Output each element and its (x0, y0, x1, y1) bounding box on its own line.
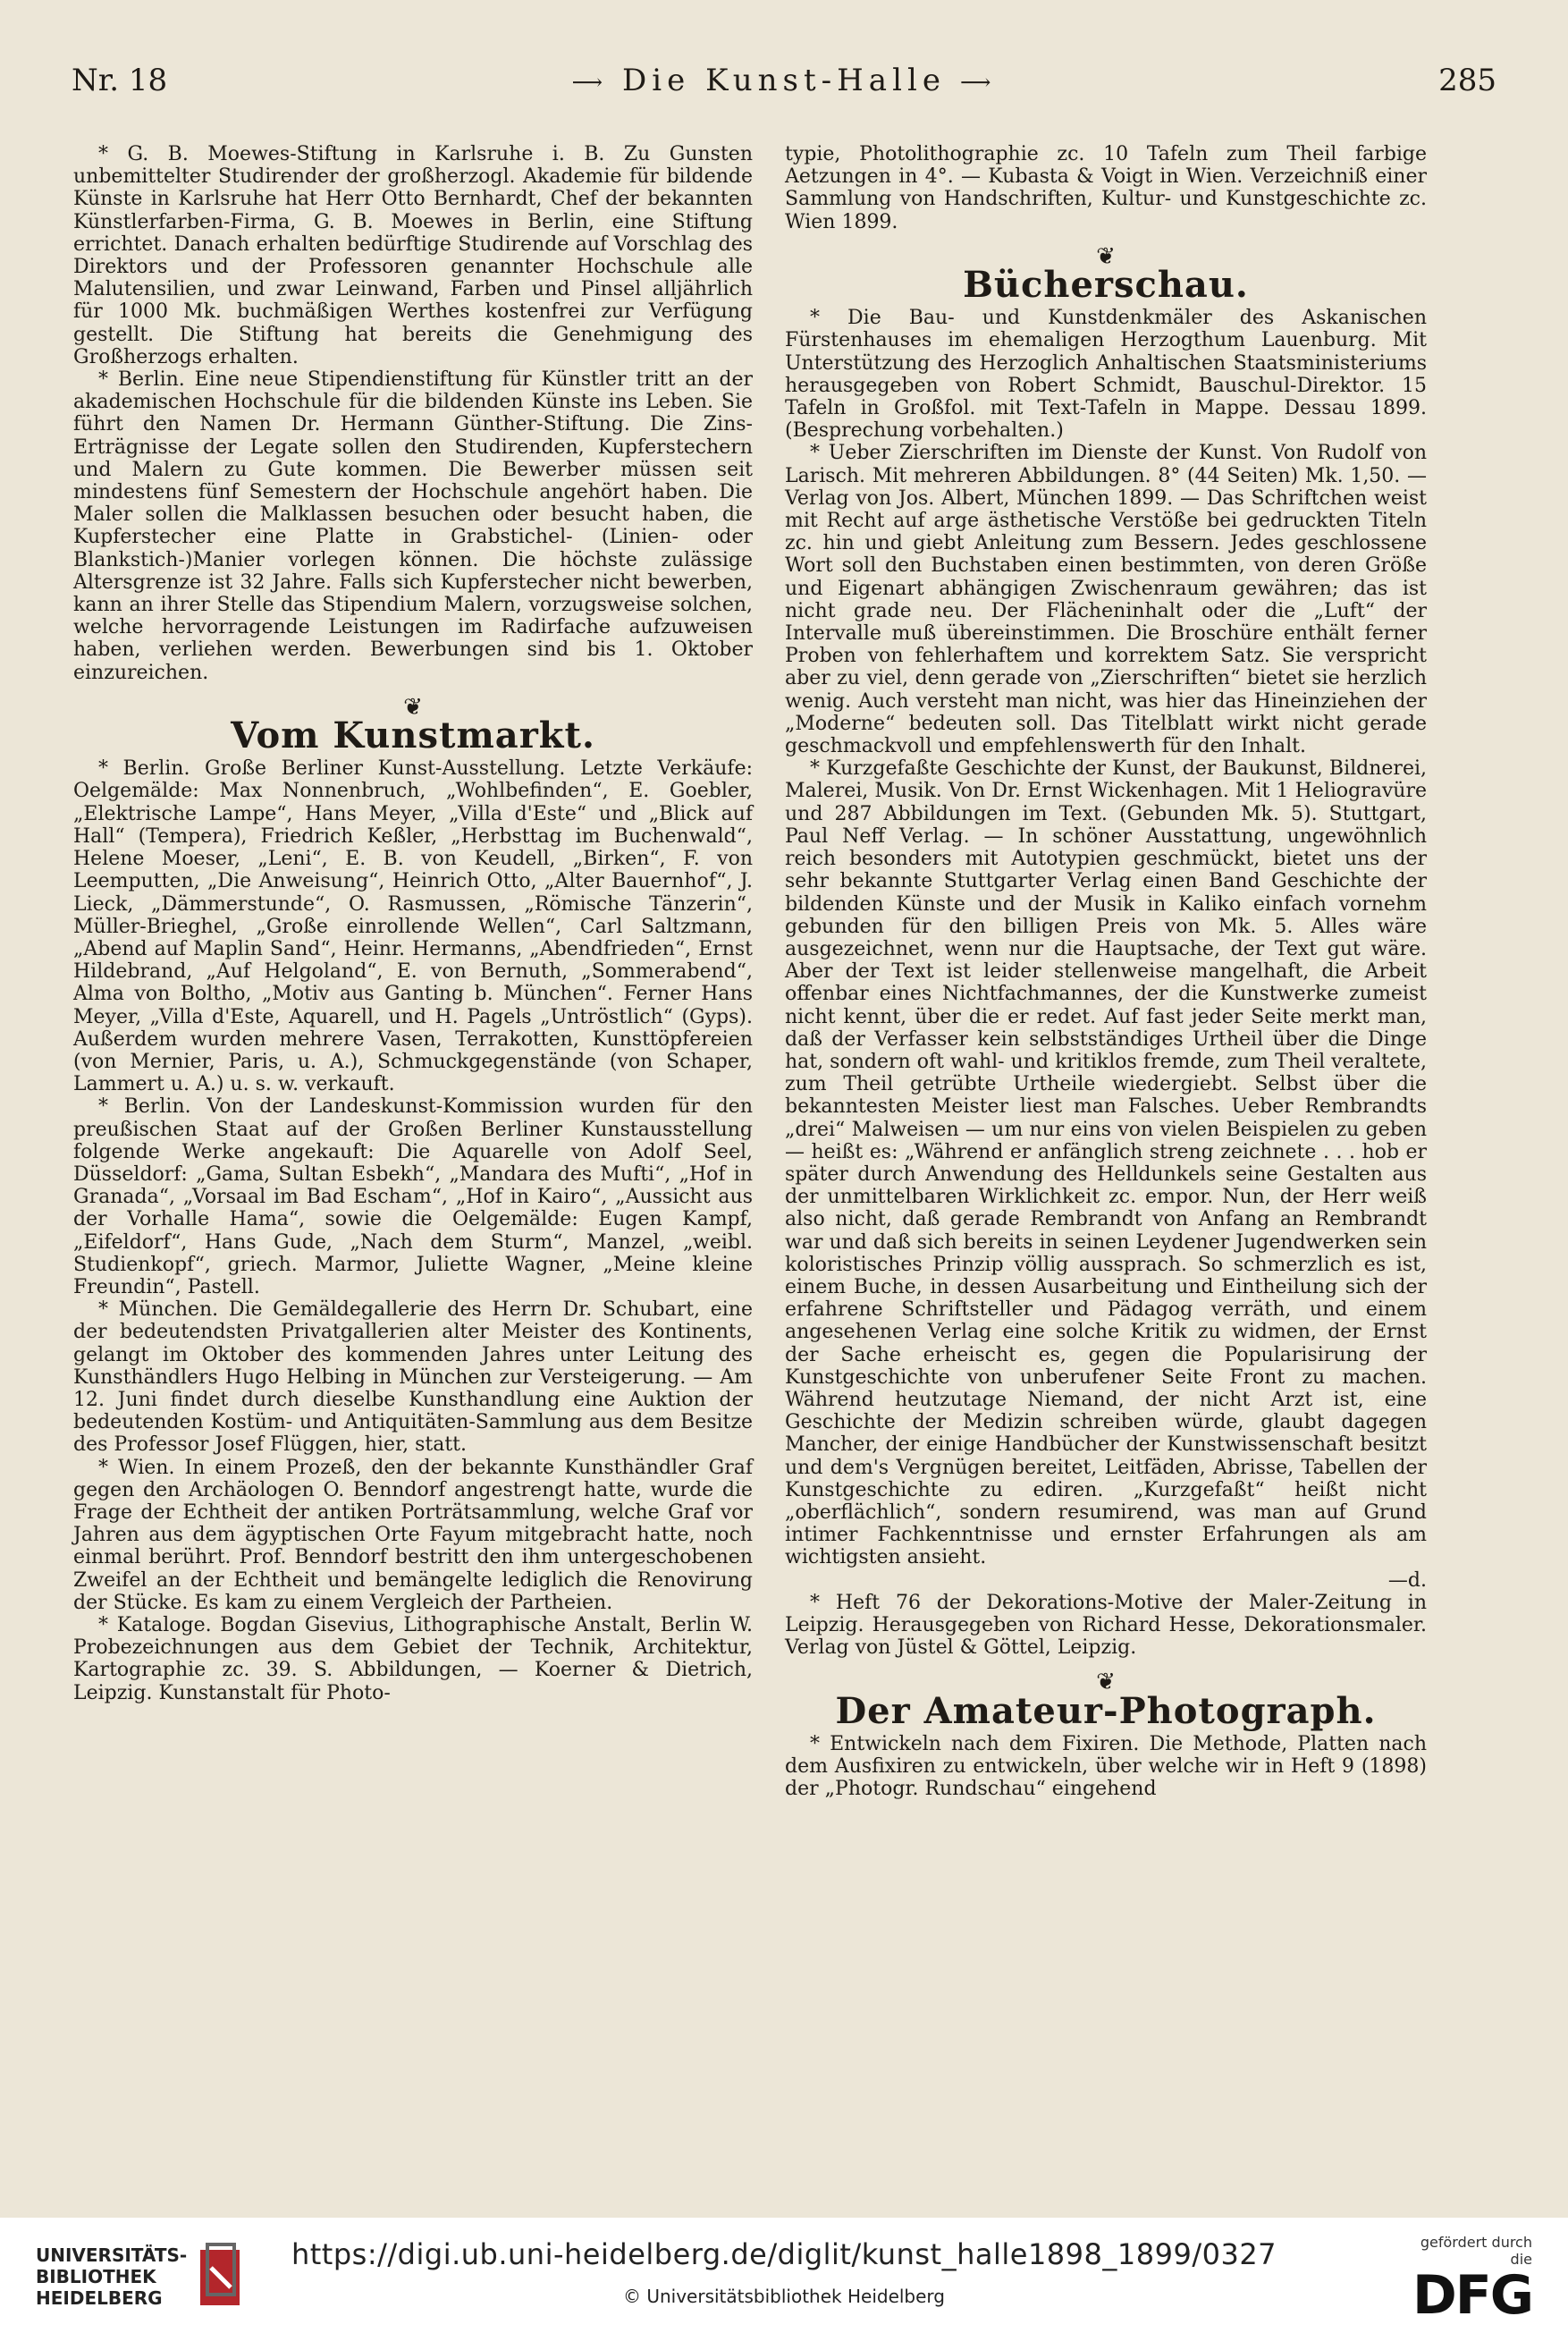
article-entwickeln: * Entwickeln nach dem Fixiren. Die Methode, Platten nach dem Ausfixiren zu entwickeln, über welche wir in Heft 9 (1898) der „Photogr. Rundschau“ eingehend (785, 1732, 1427, 1801)
review-zierschriften: * Ueber Zierschriften im Dienste der Kunst. Von Rudolf von Larisch. Mit mehreren Abbildungen. 8° (44 Seiten) Mk. 1,50. — Verlag von Jos. Albert, München 1899. — Das Schriftchen weist mit Recht auf arge ästhetische Verstöße bei gedruckten Titeln zc. hin und giebt Anleitung zum Bessern. Jedes geschlossene Wort soll den Buchstaben einen bestimmten, von deren Größe und Eigenart abhängigen Zwischenraum gewähren; das ist nicht grade neu. Der Flächeninhalt oder die „Luft“ der Intervalle muß übereinstimmen. Die Broschüre enthält ferner Proben von fehlerhaftem und korrektem Satz. Sie verspricht aber zu viel, denn gerade von „Zierschriften“ bietet sie herzlich wenig. Auch versteht man nicht, was hier das Hineinziehen der „Moderne“ bedeuten soll. Das Titelblatt wirkt nicht gerade geschmackvoll und empfehlenswerth für den Inhalt. (785, 442, 1427, 758)
article-wien-prozess: * Wien. In einem Prozeß, den der bekannte Kunsthändler Graf gegen den Archäologen O. Benndorf angestrengt hatte, wurde die Frage der Echtheit der antiken Porträtsammlung, welche Graf vor Jahren aus dem ägyptischen Orte Fayum mitgebracht hatte, noch einmal berührt. Prof. Benndorf bestritt den ihm untergeschobenen Zweifel an der Echtheit und bemängelte lediglich die Renovirung der Stücke. Es kam zu einem Vergleich der Partheien. (73, 1456, 753, 1614)
article-kunstausstellung-verkaeufe: * Berlin. Große Berliner Kunst-Ausstellung. Letzte Verkäufe: Oelgemälde: Max Nonnenbruch, „Wohlbefinden“, E. Goebler, „Elektrische Lampe“, Hans Meyer, „Villa d'Este“ und „Blick auf Hall“ (Tempera), Friedrich Keßler, „Herbsttag im Buchenwald“, Helene Moeser, „Leni“, E. B. von Keudell, „Birken“, F. von Leemputten, „Die Anweisung“, Heinrich Otto, „Alter Bauernhof“, J. Lieck, „Dämmerstunde“, O. Rasmussen, „Römische Tänzerin“, Müller-Brieghel, „Große einrollende Wellen“, Carl Saltzmann, „Abend auf Maplin Sand“, Heinr. Hermanns, „Abendfrieden“, Ernst Hildebrand, „Auf Helgoland“, E. von Bernuth, „Sommerabend“, Alma von Boltho, „Motiv aus Ganting b. München“. Ferner Hans Meyer, „Villa d'Este, Aquarell, und H. Pagels „Untröstlich“ (Gyps). Außerdem wurden mehrere Vasen, Terrakotten, Kunsttöpfereien (von Mernier, Paris, u. A.), Schmuckgegenstände (von Schaper, Lammert u. A.) u. s. w. verkauft. (73, 757, 753, 1096)
digitization-footer (0, 2218, 1568, 2333)
logo-text-line3: HEIDELBERG (36, 2287, 163, 2309)
issue-number: Nr. 18 (72, 63, 168, 98)
running-header (72, 63, 1496, 113)
article-kataloge: * Kataloge. Bogdan Gisevius, Lithographische Anstalt, Berlin W. Probezeichnungen aus dem Gebiet der Technik, Architektur, Kartographie zc. 39. S. Abbildungen, — Koerner & Dietrich, Leipzig. Kunstanstalt für Photo- (73, 1614, 753, 1704)
journal-title: ⟶ Die Kunst-Halle ⟶ (72, 63, 1496, 98)
ornament-icon: ❦ (403, 693, 423, 721)
section-heading-buecherschau: Bücherschau. (963, 264, 1249, 307)
page-number: 285 (1438, 63, 1496, 98)
article-muenchen-gemaeldegallerie: * München. Die Gemäldegallerie des Herrn Dr. Schubart, eine der bedeutendsten Privatgallerien alter Meister des Kontinents, gelangt im Oktober des kommenden Jahres unter Leitung des Kunsthändlers Hugo Helbing in München zur Versteigerung. — Am 12. Juni findet durch dieselbe Kunsthandlung eine Auktion der bedeutenden Kostüm- und Antiquitäten-Sammlung aus dem Besitze des Professor Josef Flüggen, hier, statt. (73, 1298, 753, 1457)
right-column (785, 143, 1427, 1800)
review-kunstdenkmaeler: * Die Bau- und Kunstdenkmäler des Askanischen Fürstenhauses im ehemaligen Herzogthum Lauenburg. Mit Unterstützung des Herzoglich Anhaltischen Staatsministeriums herausgegeben von Robert Schmidt, Bauschul-Direktor. 15 Tafeln in Großfol. mit Text-Tafeln in Mappe. Dessau 1899. (Besprechung vorbehalten.) (785, 307, 1427, 443)
logo-text-line2: BIBLIOTHEK (36, 2266, 156, 2287)
section-heading-kunstmarkt: Vom Kunstmarkt. (231, 714, 595, 757)
article-moewes-stiftung: * G. B. Moewes-Stiftung in Karlsruhe i. B. Zu Gunsten unbemittelter Studirender der großherzogl. Akademie für bildende Künste in Karlsruhe hat Herr Otto Bernhardt, Chef der bekannten Künstlerfarben-Firma, G. B. Moewes in Berlin, eine Stiftung errichtet. Danach erhalten bedürftige Studirende auf Vorschlag des Direktors und der Professoren genannter Hochschule alle Malutensilien, und zwar Leinwand, Farben und Pinsel alljährlich für 1000 Mk. buchmäßigen Werthes kostenfrei zur Verfügung gestellt. Die Stiftung hat bereits die Genehmigung des Großherzogs erhalten. (73, 143, 753, 368)
left-column (73, 143, 753, 1704)
article-landeskunst-kommission: * Berlin. Von der Landeskunst-Kommission wurden für den preußischen Staat auf der Großen Berliner Kunstausstellung folgende Werke angekauft: Die Aquarelle von Adolf Seel, Düsseldorf: „Gama, Sultan Esbekh“, „Mandara des Mufti“, „Hof in Granada“, „Vorsaal im Bad Escham“, „Hof in Kairo“, „Aussicht aus der Vorhalle Hama“, sowie die Oelgemälde: Eugen Kampf, „Eifeldorf“, Hans Gude, „Nach dem Sturm“, Manzel, „weibl. Studienkopf“, griech. Marmor, Juliette Wagner, „Meine kleine Freundin“, Pastell. (73, 1095, 753, 1298)
ornament-icon: ❦ (1096, 1669, 1116, 1696)
review-kurzgefasste-geschichte: * Kurzgefaßte Geschichte der Kunst, der Baukunst, Bildnerei, Malerei, Musik. Von Dr. Ernst Wickenhagen. Mit 1 Heliogravüre und 287 Abbildungen im Text. (Gebunden Mk. 5). Stuttgart, Paul Neff Verlag. — In schöner Ausstattung, ungewöhnlich reich besonders mit Autotypien geschmückt, bietet uns der sehr bekannte Stuttgarter Verlag einen Band Geschichte der bildenden Künste und der Musik in Kaliko einfach vornehm gebunden für den billigen Preis von Mk. 5. Alles wäre ausgezeichnet, wenn nur die Hauptsache, der Text gut wäre. Aber der Text ist leider stellenweise mangelhaft, die Arbeit offenbar eines Nichtfachmannes, der die Kunstwerke zumeist nicht kennt, über die er redet. Auf fast jeder Seite merkt man, daß der Verfasser kein selbstständiges Urtheil über die Dinge hat, sondern oft wahl- und kritiklos fremde, zum Theil veraltete, zum Theil getrübte Urtheile wiedergiebt. Selbst über die bekanntesten Meister liest man Falsches. Ueber Rembrandts „drei“ Malweisen — um nur eins von vielen Beispielen zu geben — heißt es: „Während er anfänglich streng zeichnete . . . hob er später durch Anwendung des Helldunkels seine Gestalten aus der unmittelbaren Wirklichkeit zc. empor. Nun, der Herr weiß also nicht, daß gerade Rembrandt von Anfang an Rembrandt war und daß sich bereits in seinen Leydener Jugendwerken sein koloristisches Prinzip völlig aussprach. So schmerzlich es ist, einem Buche, in dessen Ausarbeitung und Eintheilung sich der erfahrene Schriftsteller und Pädagog verräth, und einem angesehenen Verlag eine solche Kritik zu widmen, der Ernst der Sache erheischt es, gegen die Popularisirung der Kunstgeschichte von unberufener Seite Front zu machen. Während heutzutage Niemand, der nicht Arzt ist, eine Geschichte der Medizin schreiben würde, glaubt dagegen Mancher, der einige Handbücher der Kunstwissenschaft besitzt und dem's Vergnügen bereitet, Leitfäden, Abrisse, Tabellen der Kunstgeschichte zu ediren. „Kurzgefaßt“ heißt nicht „oberflächlich“, sondern resumirend, was man auf Grund intimer Fachkenntnisse und ernster Erfahrungen als am wichtigsten ansieht. (785, 757, 1427, 1569)
article-continuation: typie, Photolithographie zc. 10 Tafeln zum Theil farbige Aetzungen in 4°. — Kubasta & Voigt in Wien. Verzeichniß einer Sammlung von Handschriften, Kultur- und Kunstgeschichte zc. Wien 1899. (785, 143, 1427, 233)
ornament-icon: ❦ (1096, 242, 1116, 270)
section-heading-amateur-photograph: Der Amateur-Photograph. (835, 1689, 1377, 1732)
permalink-url[interactable]: https://digi.ub.uni-heidelberg.de/diglit/kunst_halle1898_1899/0327 (291, 2237, 1277, 2271)
logo-text-line1: UNIVERSITÄTS- (36, 2244, 188, 2266)
author-signature: —d. (1387, 1568, 1427, 1592)
copyright-notice: © Universitätsbibliothek Heidelberg (622, 2286, 945, 2307)
article-guenther-stiftung: * Berlin. Eine neue Stipendienstiftung für Künstler tritt an der akademischen Hochschule für die bildenden Künste ins Leben. Sie führt den Namen Dr. Hermann Günther-Stiftung. Die Zins-Erträgnisse der Legate sollen den Studirenden, Kupferstechern und Malern zu Gute kommen. Die Bewerber müssen seit mindestens fünf Semestern der Hochschule angehört haben. Die Maler sollen die Malklassen besuchen oder besucht haben, die Kupferstecher eine Platte in Grabstichel- (Linien- oder Blankstich-)Manier vorlegen können. Die höchste zulässige Altersgrenze ist 32 Jahre. Falls sich Kupferstecher nicht bewerben, kann an ihrer Stelle das Stipendium Malern, vorzugsweise solchen, welche hervorragende Leistungen im Radirfache aufzuweisen haben, verliehen werden. Bewerbungen sind bis 1. Oktober einzureichen. (73, 368, 753, 684)
review-dekorations-motive: * Heft 76 der Dekorations-Motive der Maler-Zeitung in Leipzig. Herausgegeben von Richard Hesse, Dekorationsmaler. Verlag von Jüstel & Göttel, Leipzig. (785, 1591, 1427, 1660)
dfg-logo[interactable] (1398, 2234, 1532, 2327)
dfg-wordmark: DFG (1412, 2264, 1532, 2327)
funded-by-label: gefördert durch die (1420, 2234, 1532, 2268)
